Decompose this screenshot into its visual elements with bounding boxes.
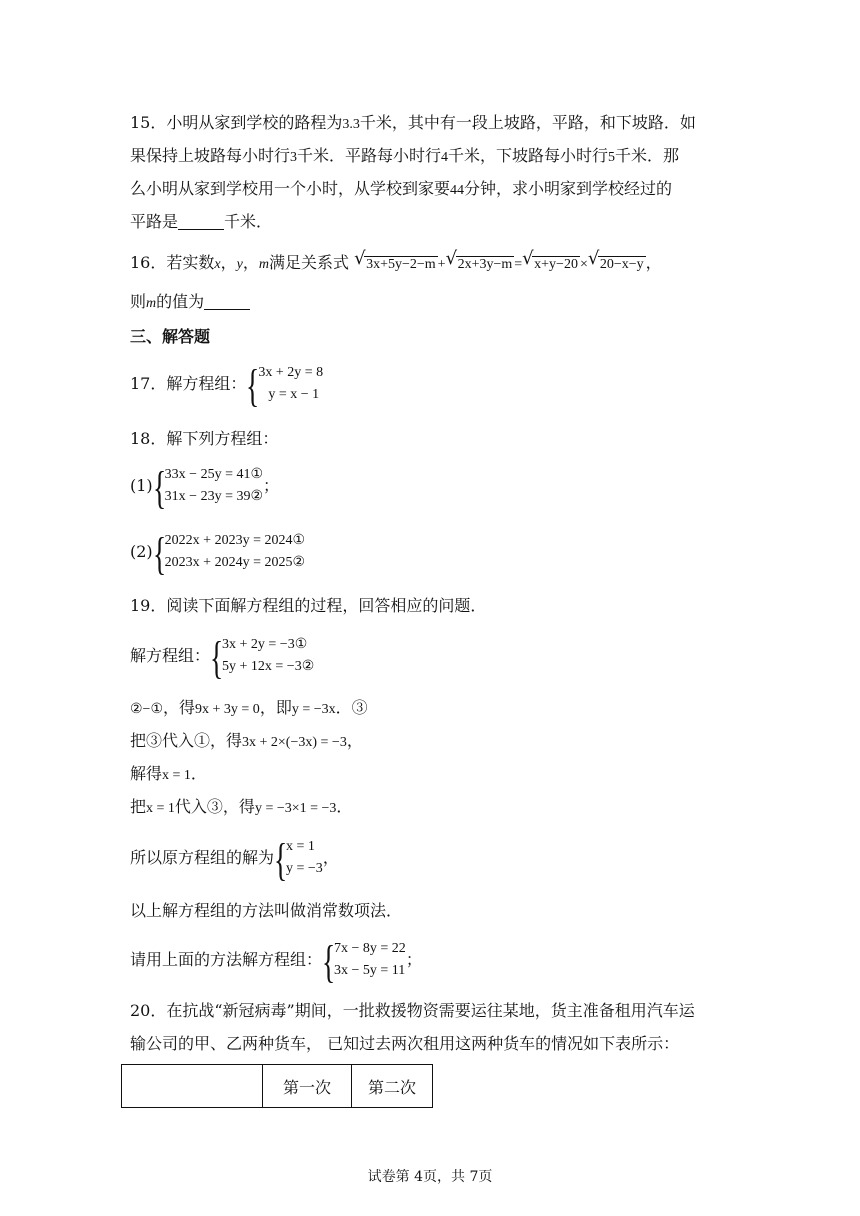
- step-expr: x = 1: [146, 801, 175, 816]
- q17: [130, 360, 324, 411]
- q18-text: ；: [263, 476, 280, 495]
- var-m: m: [258, 257, 269, 272]
- page-footer: 试卷第 4页，共 7页: [367, 1169, 493, 1185]
- table-header-cell: [122, 1065, 263, 1108]
- q19-text: ．: [190, 764, 207, 783]
- q15-text: 果保持上坡路每小时行: [130, 146, 291, 165]
- equation: 2023x + 2024y = 2025②: [164, 555, 306, 570]
- equation: 3x + 2y = −3①: [222, 637, 308, 652]
- q15-text: 分钟，求小明家到学校经过的: [464, 179, 673, 198]
- step-expr: y = −3×1 = −3: [254, 801, 337, 816]
- q17-label: 17．解方程组：: [130, 374, 247, 393]
- var-y: y: [236, 257, 243, 272]
- q18-part1: [130, 462, 280, 513]
- table-row: [122, 1065, 433, 1108]
- q15-line2: [130, 145, 679, 169]
- step-expr: 9x + 3y = 0: [195, 702, 260, 717]
- q15-text: 千米．: [224, 212, 273, 231]
- q15-text: 千米．平路每小时行: [297, 146, 442, 165]
- q16-sep: ，: [242, 253, 259, 272]
- step-expr: ②−①: [130, 702, 163, 717]
- q19-step5: [130, 834, 339, 885]
- equation: x = 1: [286, 839, 315, 854]
- equation: 2022x + 2023y = 2024①: [164, 533, 306, 548]
- brace: {: [152, 462, 166, 513]
- brace: {: [274, 834, 288, 885]
- part-label: (2): [130, 542, 153, 561]
- equation: 7x − 8y = 22: [334, 941, 406, 956]
- q16-text: 则: [130, 292, 147, 311]
- q15-distance: 3.3: [342, 117, 360, 132]
- q19-system: [130, 632, 315, 683]
- times-sign: ×: [579, 257, 588, 272]
- q20-line1: 20．在抗战“新冠病毒”期间，一批救援物资需要运往某地，货主准备租用汽车运: [130, 1001, 695, 1020]
- brace: {: [210, 632, 224, 683]
- q15-line1: [130, 112, 696, 136]
- q18-label: 18．解下列方程组：: [130, 429, 279, 448]
- q15-text: 千米，其中有一段上坡路，平路，和下坡路．如: [359, 113, 696, 132]
- answer-blank[interactable]: [178, 213, 224, 230]
- var-m: m: [146, 296, 157, 311]
- step-expr: y = −3x: [291, 702, 336, 717]
- equation: 31x − 23y = 39②: [164, 489, 264, 504]
- q19-text: ，: [346, 731, 363, 750]
- q15-flat-speed: 4: [441, 150, 449, 165]
- answer-blank[interactable]: [204, 293, 250, 310]
- radical-sign: √: [587, 248, 600, 269]
- q16-text: 的值为: [156, 292, 205, 311]
- step-expr: 3x + 2×(−3x) = −3: [242, 735, 347, 750]
- sqrt-term-2: [445, 248, 515, 276]
- q19-label: 19．阅读下面解方程组的过程，回答相应的问题．: [130, 596, 487, 615]
- radicand: 3x+5y−2−m: [366, 257, 436, 272]
- q19-text: 解得: [130, 764, 163, 783]
- table-header-cell: 第一次: [263, 1065, 352, 1108]
- sqrt-term-4: [587, 248, 646, 276]
- q15-up-speed: 3: [290, 150, 298, 165]
- q19-text: ，得: [163, 698, 196, 717]
- equation-system: [152, 528, 306, 579]
- sqrt-term-3: [522, 248, 580, 276]
- q16-sep: ，: [220, 253, 237, 272]
- q15-text: 么小明从家到学校用一个小时，从学校到家要: [130, 179, 451, 198]
- q15-line4: [130, 211, 272, 233]
- table-header-cell: 第二次: [352, 1065, 433, 1108]
- q18-part2: [130, 528, 306, 579]
- equation: y = x − 1: [268, 387, 320, 402]
- brace: {: [152, 528, 166, 579]
- q19-text: ，: [322, 848, 339, 867]
- q19-step4: [130, 796, 352, 820]
- q19-text: 代入③，得: [174, 797, 255, 816]
- q15-down-speed: 5: [608, 150, 616, 165]
- radical-sign: √: [354, 248, 366, 269]
- q16-text: 16．若实数: [130, 253, 215, 272]
- q19-text: 把③代入①，得: [130, 731, 243, 750]
- rental-table: [121, 1064, 433, 1108]
- radical-sign: √: [522, 248, 534, 269]
- q19-step6: 以上解方程组的方法叫做消常数项法．: [130, 901, 403, 920]
- q19-text: ，即: [259, 698, 292, 717]
- equation: y = −3: [286, 861, 323, 876]
- q20-line2: 输公司的甲、乙两种货车， 已知过去两次租用这两种货车的情况如下表所示：: [130, 1034, 680, 1053]
- q19-text: 所以原方程组的解为: [130, 848, 275, 867]
- radicand: x+y−20: [534, 257, 578, 272]
- equals-sign: =: [514, 257, 523, 272]
- sqrt-term-1: [354, 248, 438, 276]
- q19-step1: [130, 697, 368, 721]
- equation: 3x − 5y = 11: [334, 963, 406, 978]
- equation: 3x + 2y = 8: [258, 365, 324, 380]
- q15-minutes: 44: [450, 183, 465, 198]
- equation-system: [322, 936, 406, 987]
- q19-text: 解方程组：: [130, 646, 211, 665]
- radicand: 20−x−y: [599, 257, 644, 272]
- q19-text: ．③: [335, 698, 368, 717]
- q15-text: 平路是: [130, 212, 179, 231]
- var-x: x: [214, 257, 221, 272]
- brace: {: [322, 936, 336, 987]
- q15-text: 千米，下坡路每小时行: [448, 146, 609, 165]
- q15-line3: [130, 178, 672, 202]
- q16-line1: [130, 248, 662, 276]
- q19-step2: [130, 730, 363, 754]
- q19-step3: [130, 763, 207, 787]
- equation-system: [246, 360, 324, 411]
- q19-text: 把: [130, 797, 147, 816]
- equation: 33x − 25y = 41①: [164, 467, 264, 482]
- equation-system: [274, 834, 323, 885]
- q16-text: 满足关系式: [268, 253, 349, 272]
- equation-system: [210, 632, 315, 683]
- part-label: (1): [130, 476, 153, 495]
- brace: {: [246, 360, 260, 411]
- q19-text: 请用上面的方法解方程组：: [130, 950, 323, 969]
- section-heading: 三、解答题: [130, 327, 211, 346]
- equation-system: [152, 462, 264, 513]
- q16-text: ，: [645, 253, 662, 272]
- q15-text: 15．小明从家到学校的路程为: [130, 113, 343, 132]
- step-expr: x = 1: [162, 768, 191, 783]
- plus-sign: +: [437, 257, 446, 272]
- radical-sign: √: [445, 248, 458, 269]
- q19-step7: [130, 936, 422, 987]
- radicand: 2x+3y−m: [457, 257, 513, 272]
- q16-line2: [130, 291, 250, 315]
- equation: 5y + 12x = −3②: [222, 659, 315, 674]
- q15-text: 千米．那: [615, 146, 680, 165]
- q19-text: ．: [336, 797, 353, 816]
- q19-text: ；: [405, 950, 422, 969]
